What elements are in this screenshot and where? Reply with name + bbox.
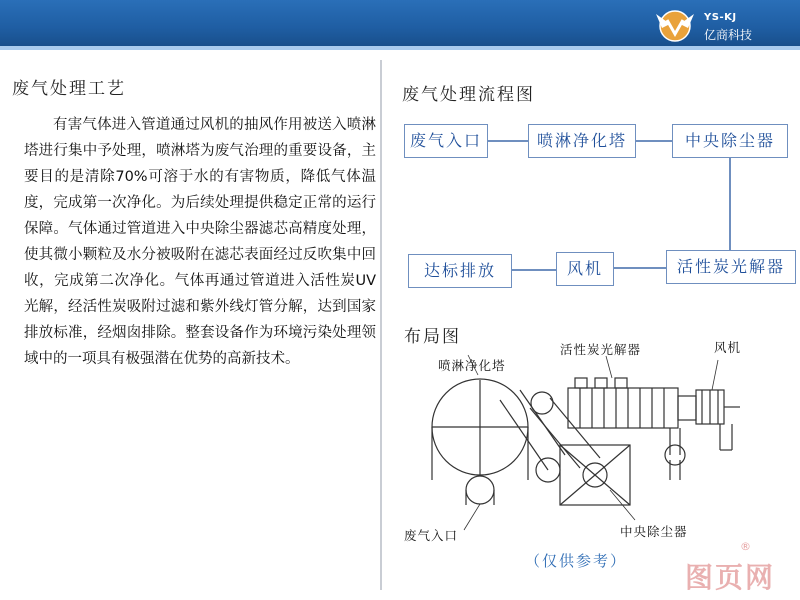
reference-note: （仅供参考） (525, 552, 628, 570)
flow-box-discharge: 达标排放 (408, 254, 512, 288)
watermark-text: 图页网 (685, 561, 776, 594)
flow-connector (729, 158, 731, 250)
watermark-registered-icon: ® (740, 540, 751, 553)
layout-label-inlet: 废气入口 (404, 528, 459, 543)
inlet-duct-shape (466, 476, 494, 504)
layout-title: 布局图 (404, 327, 461, 347)
logo-company: 亿商科技 (704, 28, 753, 42)
layout-label-fan: 风机 (714, 340, 742, 355)
company-logo (652, 6, 772, 46)
logo-emblem-icon (652, 6, 698, 46)
logo-brand: YS-KJ (704, 12, 737, 23)
uv-carbon-unit-shape (568, 388, 678, 428)
flow-box-uv-carbon: 活性炭光解器 (666, 250, 796, 284)
flow-box-inlet: 废气入口 (404, 124, 488, 158)
flow-box-spray-tower: 喷淋净化塔 (528, 124, 636, 158)
flow-box-fan: 风机 (556, 252, 614, 286)
flow-connector (636, 140, 672, 142)
flow-connector (488, 140, 528, 142)
flow-box-dust-collector: 中央除尘器 (672, 124, 788, 158)
process-description: 有害气体进入管道通过风机的抽风作用被送入喷淋塔进行集中予处理，喷淋塔为废气治理的重要设备，主要目的是清除70%可溶于水的有害物质，降低气体温度，完成第一次净化。为后续处理提供稳定正常的运行保障。气体通过管道进入中央除尘器滤芯高精度处理，使其微小颗粒及水分被吸附在滤芯表面经过反吹集中回收，完成第二次净化。气体再通过管道进入活性炭UV光解，经活性炭吸附过滤和紫外线灯管分解，达到国家排放标准，经烟囱排除。整套设备作为环境污染处理领域中的一项具有极强潜在优势的高新技术。 (24, 117, 376, 367)
layout-label-dust-collector: 中央除尘器 (620, 524, 688, 539)
header-stripe (0, 46, 800, 50)
layout-label-uv-carbon: 活性炭光解器 (560, 342, 642, 357)
header-banner (0, 0, 800, 50)
layout-label-spray-tower: 喷淋净化塔 (438, 358, 506, 373)
flow-title: 废气处理流程图 (402, 85, 535, 105)
flow-connector (512, 269, 556, 271)
process-title: 废气处理工艺 (12, 79, 126, 99)
flow-connector (614, 267, 666, 269)
